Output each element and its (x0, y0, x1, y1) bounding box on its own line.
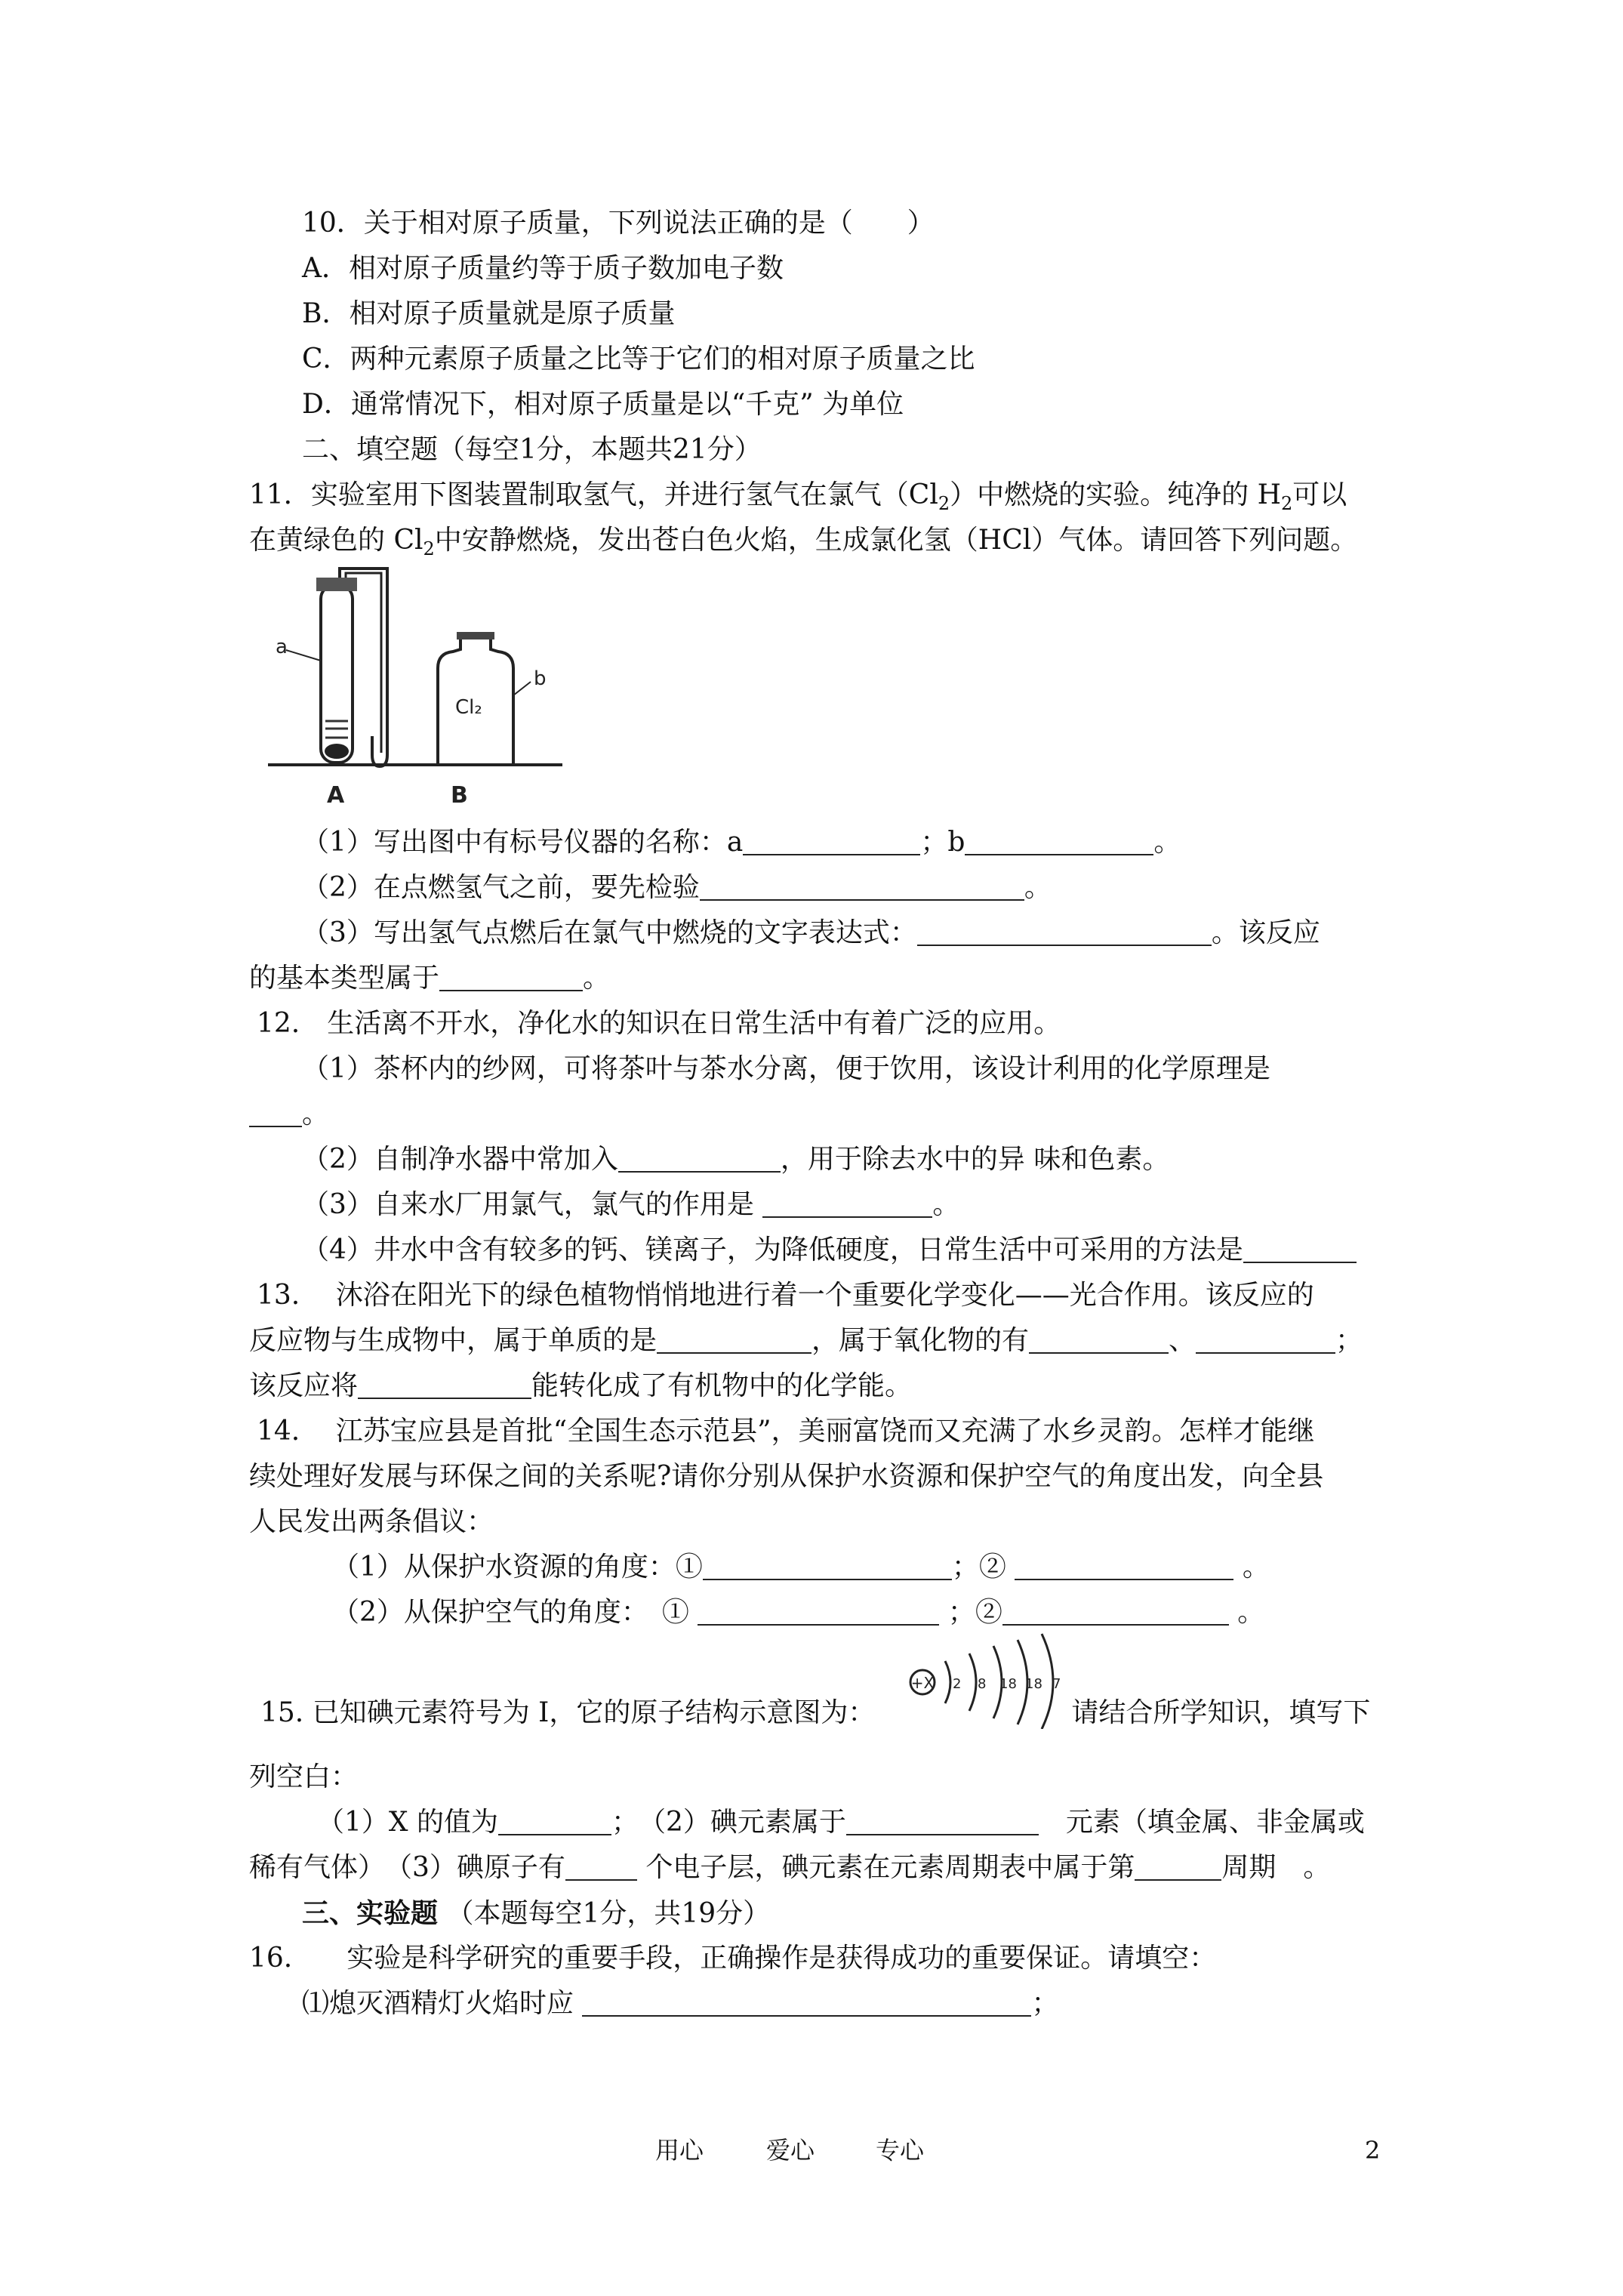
answer-blank[interactable] (498, 1808, 611, 1835)
q12-part-2: （2）自制净水器中常加入 ，用于除去水中的异 味和色素。 (302, 1144, 1170, 1175)
section-3-heading: 三、实验题 （本题每空1分，共19分） (302, 1897, 771, 1929)
shell-count: 18 (999, 1676, 1017, 1692)
answer-blank[interactable] (1002, 1598, 1229, 1626)
q16-part-1: ⑴熄灭酒精灯火焰时应 ； (302, 1988, 1059, 2019)
q16-line-1: 16. 实验是科学研究的重要手段，正确操作是获得成功的重要保证。请填空： (249, 1943, 1217, 1974)
q10-option-d: D．通常情况下，相对原子质量是以“千克” 为单位 (302, 389, 904, 420)
jar-lid (457, 632, 494, 639)
nucleus-label: +X (910, 1674, 935, 1692)
section-2-heading: 二、填空题（每空1分，本题共21分） (302, 434, 762, 465)
answer-blank[interactable] (1196, 1327, 1335, 1354)
answer-blank[interactable] (917, 919, 1212, 946)
q14-part-2: （2）从保护空气的角度： ① ；② 。 (332, 1597, 1265, 1628)
stopper (316, 578, 357, 591)
answer-blank[interactable] (439, 964, 583, 991)
q13-line-3: 该反应将 能转化成了有机物中的化学能。 (249, 1370, 913, 1401)
q15-line-4: 稀有气体） （3）碘原子有 个电子层，碘元素在元素周期表中属于第 周期 。 (249, 1852, 1331, 1883)
label-cl2: Cl₂ (455, 696, 482, 719)
answer-blank[interactable] (249, 1100, 302, 1127)
footer-text-1: 用心 (655, 2136, 704, 2165)
answer-blank[interactable] (358, 1372, 531, 1399)
answer-blank[interactable] (846, 1808, 1039, 1835)
label-b: b (534, 667, 547, 690)
shell-count: 2 (953, 1676, 962, 1692)
answer-blank[interactable] (743, 828, 920, 855)
q13-line-1: 13. 沐浴在阳光下的绿色植物悄悄地进行着一个重要化学变化——光合作用。该反应的 (257, 1280, 1314, 1311)
zinc-granules (325, 721, 349, 759)
shell-count: 18 (1025, 1676, 1042, 1692)
q10-option-b: B．相对原子质量就是原子质量 (302, 298, 676, 329)
q11-part-3: （3）写出氢气点燃后在氯气中燃烧的文字表达式： 。该反应 (302, 917, 1320, 948)
q15-line-3: （1）X 的值为 ； （2）碘元素属于 元素（填金属、非金属或 (317, 1807, 1365, 1838)
q12-stem: 12. 生活离不开水，净化水的知识在日常生活中有着广泛的应用。 (257, 1008, 1061, 1039)
q10-stem: 10．关于相对原子质量，下列说法正确的是（ ） (302, 208, 935, 239)
shell-count: 8 (978, 1676, 987, 1692)
answer-blank[interactable] (565, 1854, 637, 1881)
q15-line-1: 15. 已知碘元素符号为 I，它的原子结构示意图为： 请结合所学知识，填写下 (260, 1697, 1371, 1728)
page-number: 2 (1365, 2136, 1381, 2165)
answer-blank[interactable] (1015, 1553, 1233, 1580)
q11-part-3-cont: 的基本类型属于 。 (249, 963, 611, 994)
q13-line-2: 反应物与生成物中，属于单质的是 ，属于氧化物的有 、 ； (249, 1325, 1363, 1356)
q14-line-1: 14. 江苏宝应县是首批“全国生态示范县”，美丽富饶而又充满了水乡灵韵。怎样才能继 (257, 1416, 1315, 1447)
q14-line-2: 续处理好发展与环保之间的关系呢?请你分别从保护水资源和保护空气的角度出发，向全县 (249, 1461, 1324, 1492)
answer-blank[interactable] (582, 1989, 1031, 2017)
q12-part-4: （4）井水中含有较多的钙、镁离子，为降低硬度，日常生活中可采用的方法是 (302, 1232, 1357, 1268)
test-tube (321, 585, 353, 763)
q12-part-3: （3）自来水厂用氯气，氯气的作用是 。 (302, 1189, 960, 1220)
caption-b: B (451, 782, 468, 809)
lab-apparatus-figure (268, 562, 570, 812)
answer-blank[interactable] (700, 874, 1024, 901)
label-a: a (276, 636, 288, 658)
answer-blank[interactable] (1135, 1854, 1221, 1881)
q11-line-1: 11．实验室用下图装置制取氢气，并进行氢气在氯气$(Cl_2)$中燃烧的实验。纯净的 $H_2$可以 (249, 479, 1347, 515)
answer-blank[interactable] (762, 1191, 932, 1218)
answer-blank[interactable] (698, 1598, 939, 1626)
answer-blank[interactable] (1029, 1327, 1169, 1354)
answer-blank[interactable] (703, 1553, 952, 1580)
q14-line-3: 人民发出两条倡议： (249, 1506, 494, 1537)
q10-option-c: C．两种元素原子质量之比等于它们的相对原子质量之比 (302, 344, 975, 374)
answer-blank[interactable] (965, 828, 1153, 855)
caption-a: A (327, 782, 345, 809)
q12-part-1: （1）茶杯内的纱网，可将茶叶与茶水分离，便于饮用，该设计利用的化学原理是 (302, 1053, 1270, 1084)
q15-line-2: 列空白： (249, 1761, 359, 1792)
answer-blank[interactable] (657, 1327, 812, 1354)
footer-text-3: 专心 (876, 2136, 925, 2165)
q12-part-1-cont: 。 (249, 1096, 329, 1133)
q11-part-1: （1）写出图中有标号仪器的名称：a ；b 。 (302, 827, 1181, 858)
answer-blank[interactable] (1243, 1236, 1357, 1263)
q11-line-2: 在黄绿色的 $Cl_2$中安静燃烧，发出苍白色火焰，生成氯化氢（HCl）气体。请回答下列问题。 (249, 525, 1358, 560)
q14-part-1: （1）从保护水资源的角度：① ；② 。 (332, 1552, 1270, 1583)
q11-part-2: （2）在点燃氢气之前，要先检验 。 (302, 872, 1052, 903)
answer-blank[interactable] (618, 1145, 781, 1173)
footer-text-2: 爱心 (766, 2136, 815, 2165)
shell-count: 7 (1052, 1676, 1061, 1692)
q10-option-a: A．相对原子质量约等于质子数加电子数 (302, 253, 784, 284)
